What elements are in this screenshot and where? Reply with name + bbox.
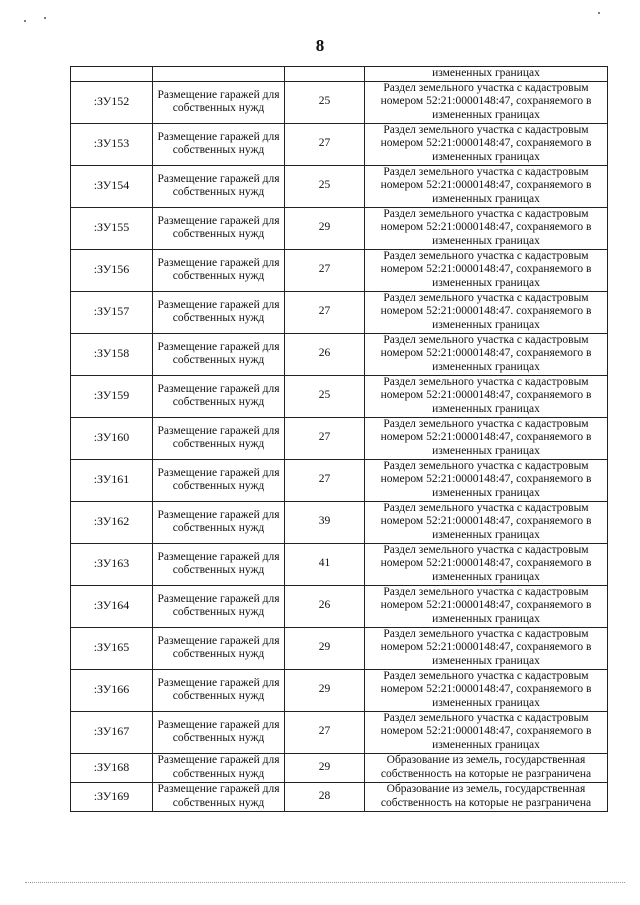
parcel-id-cell: :ЗУ161: [71, 459, 153, 501]
table-row: [71, 543, 608, 585]
table-row: [71, 417, 608, 459]
parcels-table-body: [71, 67, 608, 812]
formation-method-cell: Раздел земельного участка с кадастровым номером 52:21:0000148:47, сохраняемого в измененных границах: [365, 669, 608, 711]
area-cell: 27: [285, 123, 365, 165]
permitted-use-cell: Размещение гаражей для собственных нужд: [153, 753, 285, 782]
table-row: [71, 165, 608, 207]
permitted-use-cell: Размещение гаражей для собственных нужд: [153, 782, 285, 811]
permitted-use-cell: Размещение гаражей для собственных нужд: [153, 459, 285, 501]
permitted-use-cell: Размещение гаражей для собственных нужд: [153, 249, 285, 291]
permitted-use-cell: Размещение гаражей для собственных нужд: [153, 501, 285, 543]
parcel-id-cell: :ЗУ167: [71, 711, 153, 753]
formation-method-cell: Раздел земельного участка с кадастровым номером 52:21:0000148:47, сохраняемого в измененных границах: [365, 249, 608, 291]
area-cell: 27: [285, 417, 365, 459]
table-row: [71, 669, 608, 711]
permitted-use-cell: Размещение гаражей для собственных нужд: [153, 585, 285, 627]
page-number: 8: [315, 36, 325, 55]
table-row: [71, 123, 608, 165]
formation-method-cell: Раздел земельного участка с кадастровым номером 52:21:0000148:47, сохраняемого в измененных границах: [365, 627, 608, 669]
table-row: [71, 753, 608, 782]
area-cell: 25: [285, 375, 365, 417]
formation-method-cell: Раздел земельного участка с кадастровым номером 52:21:0000148:47. сохраняемого в измененных границах: [365, 291, 608, 333]
permitted-use-cell: Размещение гаражей для собственных нужд: [153, 81, 285, 123]
parcel-id-cell: :ЗУ160: [71, 417, 153, 459]
parcels-table: [70, 66, 608, 812]
permitted-use-cell: Размещение гаражей для собственных нужд: [153, 207, 285, 249]
permitted-use-cell: Размещение гаражей для собственных нужд: [153, 417, 285, 459]
formation-method-cell: Раздел земельного участка с кадастровым номером 52:21:0000148:47, сохраняемого в измененных границах: [365, 501, 608, 543]
area-cell: 26: [285, 585, 365, 627]
table-row: [71, 585, 608, 627]
area-cell: 25: [285, 81, 365, 123]
table-row: [71, 207, 608, 249]
parcel-id-cell: :ЗУ155: [71, 207, 153, 249]
continuation-text: измененных границах: [365, 67, 608, 82]
permitted-use-cell: Размещение гаражей для собственных нужд: [153, 333, 285, 375]
table-row: [71, 333, 608, 375]
formation-method-cell: Раздел земельного участка с кадастровым номером 52:21:0000148:47, сохраняемого в измененных границах: [365, 165, 608, 207]
area-cell: 27: [285, 291, 365, 333]
table-row: [71, 81, 608, 123]
table-row: [71, 375, 608, 417]
permitted-use-cell: Размещение гаражей для собственных нужд: [153, 123, 285, 165]
parcel-id-cell: :ЗУ168: [71, 753, 153, 782]
scan-speck: [44, 17, 46, 19]
formation-method-cell: Образование из земель, государственная собственность на которые не разграничена: [365, 782, 608, 811]
area-cell: 41: [285, 543, 365, 585]
empty-cell: [71, 67, 153, 82]
area-cell: 39: [285, 501, 365, 543]
permitted-use-cell: Размещение гаражей для собственных нужд: [153, 375, 285, 417]
permitted-use-cell: Размещение гаражей для собственных нужд: [153, 291, 285, 333]
formation-method-cell: Раздел земельного участка с кадастровым номером 52:21:0000148:47, сохраняемого в измененных границах: [365, 375, 608, 417]
table-row: [71, 782, 608, 811]
permitted-use-cell: Размещение гаражей для собственных нужд: [153, 669, 285, 711]
parcel-id-cell: :ЗУ164: [71, 585, 153, 627]
area-cell: 29: [285, 753, 365, 782]
parcel-id-cell: :ЗУ165: [71, 627, 153, 669]
table-row: [71, 627, 608, 669]
formation-method-cell: Раздел земельного участка с кадастровым номером 52:21:0000148:47, сохраняемого в измененных границах: [365, 417, 608, 459]
parcel-id-cell: :ЗУ154: [71, 165, 153, 207]
empty-cell: [285, 67, 365, 82]
formation-method-cell: Образование из земель, государственная собственность на которые не разграничена: [365, 753, 608, 782]
area-cell: 29: [285, 669, 365, 711]
scan-speck: [24, 20, 26, 22]
permitted-use-cell: Размещение гаражей для собственных нужд: [153, 543, 285, 585]
permitted-use-cell: Размещение гаражей для собственных нужд: [153, 165, 285, 207]
area-cell: 26: [285, 333, 365, 375]
area-cell: 28: [285, 782, 365, 811]
formation-method-cell: Раздел земельного участка с кадастровым номером 52:21:0000148:47, сохраняемого в измененных границах: [365, 711, 608, 753]
area-cell: 29: [285, 207, 365, 249]
formation-method-cell: Раздел земельного участка с кадастровым номером 52:21:0000148:47, сохраняемого в измененных границах: [365, 543, 608, 585]
area-cell: 29: [285, 627, 365, 669]
formation-method-cell: Раздел земельного участка с кадастровым номером 52:21:0000148:47, сохраняемого в измененных границах: [365, 81, 608, 123]
permitted-use-cell: Размещение гаражей для собственных нужд: [153, 711, 285, 753]
parcel-id-cell: :ЗУ153: [71, 123, 153, 165]
parcel-id-cell: :ЗУ159: [71, 375, 153, 417]
table-row: [71, 501, 608, 543]
continuation-row: [71, 67, 608, 82]
area-cell: 27: [285, 711, 365, 753]
formation-method-cell: Раздел земельного участка с кадастровым номером 52:21:0000148:47, сохраняемого в измененных границах: [365, 123, 608, 165]
scan-speck: [598, 12, 600, 14]
parcel-id-cell: :ЗУ169: [71, 782, 153, 811]
area-cell: 27: [285, 459, 365, 501]
parcel-id-cell: :ЗУ166: [71, 669, 153, 711]
parcel-id-cell: :ЗУ163: [71, 543, 153, 585]
formation-method-cell: Раздел земельного участка с кадастровым номером 52:21:0000148:47, сохраняемого в измененных границах: [365, 459, 608, 501]
table-row: [71, 711, 608, 753]
formation-method-cell: Раздел земельного участка с кадастровым номером 52:21:0000148:47, сохраняемого в измененных границах: [365, 585, 608, 627]
table-row: [71, 291, 608, 333]
table-row: [71, 459, 608, 501]
parcel-id-cell: :ЗУ156: [71, 249, 153, 291]
parcel-id-cell: :ЗУ157: [71, 291, 153, 333]
area-cell: 27: [285, 249, 365, 291]
parcel-id-cell: :ЗУ152: [71, 81, 153, 123]
scan-edge-line: [25, 882, 625, 883]
permitted-use-cell: Размещение гаражей для собственных нужд: [153, 627, 285, 669]
formation-method-cell: Раздел земельного участка с кадастровым номером 52:21:0000148:47, сохраняемого в измененных границах: [365, 207, 608, 249]
empty-cell: [153, 67, 285, 82]
area-cell: 25: [285, 165, 365, 207]
formation-method-cell: Раздел земельного участка с кадастровым номером 52:21:0000148:47, сохраняемого в измененных границах: [365, 333, 608, 375]
parcel-id-cell: :ЗУ158: [71, 333, 153, 375]
parcel-id-cell: :ЗУ162: [71, 501, 153, 543]
table-row: [71, 249, 608, 291]
